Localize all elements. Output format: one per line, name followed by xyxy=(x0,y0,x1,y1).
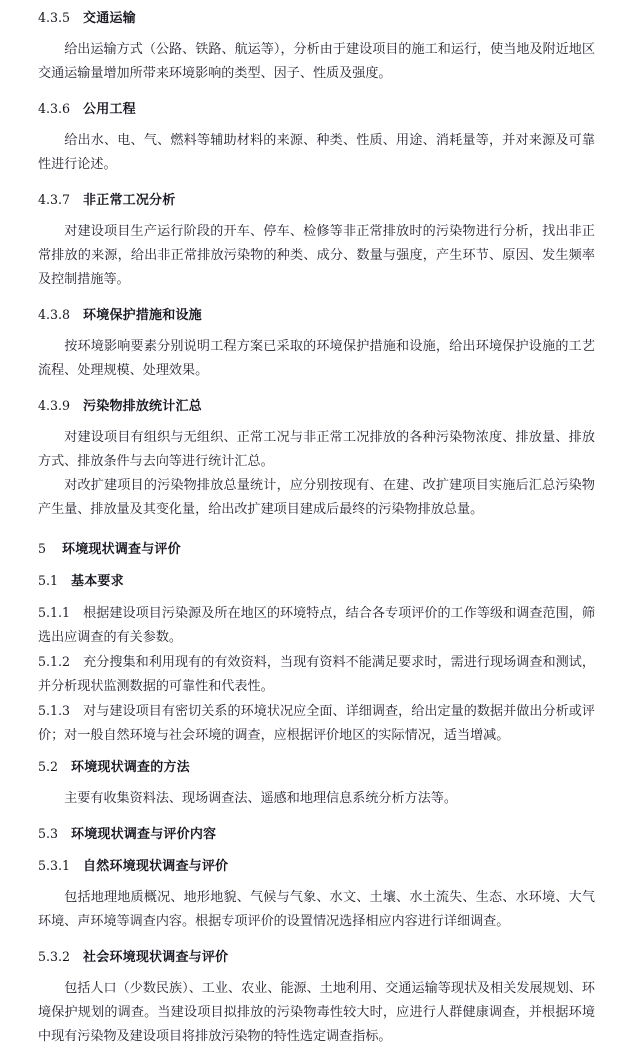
spacer xyxy=(38,970,595,977)
spacer xyxy=(38,562,595,569)
section-heading-5 xyxy=(38,537,595,562)
spacer xyxy=(38,213,595,220)
section-heading-4-3-8 xyxy=(38,303,595,328)
paragraph-4-3-6-1: 给出水、电、气、燃料等辅助材料的来源、种类、性质、用途、消耗量等，并对来源及可靠性进行论述。 xyxy=(38,133,595,172)
section-number: 5.3 xyxy=(38,826,59,841)
section-title: 社会环境现状调查与评价 xyxy=(83,950,229,965)
spacer xyxy=(38,594,595,601)
section-heading-4-3-6 xyxy=(38,97,595,122)
paragraph-5-2-1: 主要有收集资料法、现场调查法、遥感和地理信息系统分析方法等。 xyxy=(64,791,457,806)
spacer xyxy=(38,328,595,335)
section-heading-5-2 xyxy=(38,755,595,780)
clause-number: 5.1.2 xyxy=(38,654,71,669)
section-number: 5.3.1 xyxy=(38,858,71,873)
section-number: 5 xyxy=(38,541,47,556)
paragraph-4-3-8-1: 按环境影响要素分别说明工程方案已采取的环境保护措施和设施，给出环境保护设施的工艺流程、处理规模、处理效果。 xyxy=(38,339,595,378)
spacer xyxy=(38,292,595,303)
paragraph-4-3-9-2: 对改扩建项目的污染物排放总量统计，应分别按现有、在建、改扩建项目实施后汇总污染物产生量、排放量及其变化量，给出改扩建项目建成后最终的污染物排放总量。 xyxy=(38,478,595,517)
clause-number: 5.1.1 xyxy=(38,605,71,620)
section-number: 4.3.9 xyxy=(38,398,71,413)
section-number: 4.3.7 xyxy=(38,192,71,207)
clause-text: 对与建设项目有密切关系的环境状况应全面、详细调查，给出定量的数据并做出分析或评价；对一般自然环境与社会环境的调查，应根据评价地区的实际情况，适当增减。 xyxy=(38,704,595,743)
section-number: 4.3.5 xyxy=(38,10,71,25)
spacer xyxy=(38,86,595,97)
spacer xyxy=(38,748,595,755)
spacer xyxy=(38,383,595,394)
section-title: 公用工程 xyxy=(83,102,136,117)
paragraph-4-3-9-1: 对建设项目有组织与无组织、正常工况与非正常工况排放的各种污染物浓度、排放量、排放方式、排放条件与去向等进行统计汇总。 xyxy=(38,430,595,469)
spacer xyxy=(38,31,595,38)
spacer xyxy=(38,122,595,129)
spacer xyxy=(38,522,595,537)
section-heading-5-3-2 xyxy=(38,945,595,970)
section-heading-5-3 xyxy=(38,822,595,847)
paragraph-4-3-7-1: 对建设项目生产运行阶段的开车、停车、检修等非正常排放时的污染物进行分析，找出非正常排放的来源，给出非正常排放污染物的种类、成分、数量与强度，产生环节、原因、发生频率及控制措施等。 xyxy=(38,224,595,287)
section-heading-5-1 xyxy=(38,569,595,594)
spacer xyxy=(38,934,595,945)
section-title: 基本要求 xyxy=(71,574,124,589)
clause-5-1-3 xyxy=(38,699,595,748)
spacer xyxy=(38,780,595,787)
paragraph-5-3-1-1: 包括地理地质概况、地形地貌、气候与气象、水文、土壤、水土流失、生态、水环境、大气环境、声环境等调查内容。根据专项评价的设置情况选择相应内容进行详细调查。 xyxy=(38,890,595,929)
section-heading-4-3-7 xyxy=(38,188,595,213)
spacer xyxy=(38,419,595,426)
spacer xyxy=(38,811,595,822)
section-number: 5.1 xyxy=(38,573,59,588)
clause-text: 根据建设项目污染源及所在地区的环境特点，结合各专项评价的工作等级和调查范围，筛选出应调查的有关参数。 xyxy=(38,606,595,645)
section-number: 5.2 xyxy=(38,759,59,774)
section-heading-4-3-9 xyxy=(38,394,595,419)
section-number: 4.3.8 xyxy=(38,307,71,322)
spacer xyxy=(38,177,595,188)
section-title: 环境保护措施和设施 xyxy=(83,308,202,323)
spacer xyxy=(38,879,595,886)
paragraph-4-3-5-1: 给出运输方式（公路、铁路、航运等），分析由于建设项目的施工和运行，使当地及附近地区交通运输量增加所带来环境影响的类型、因子、性质及强度。 xyxy=(38,42,595,81)
section-title: 交通运输 xyxy=(83,11,136,26)
section-number: 4.3.6 xyxy=(38,101,71,116)
section-title: 环境现状调查的方法 xyxy=(71,760,190,775)
section-title: 非正常工况分析 xyxy=(83,193,176,208)
paragraph-5-3-2-1: 包括人口（少数民族）、工业、农业、能源、土地利用、交通运输等现状及相关发展规划、环境保护规划的调查。当建设项目拟排放的污染物毒性较大时，应进行人群健康调查，并根据环境中现有污染物及建设项目将排放污染物的特性选定调查指标。 xyxy=(38,981,595,1044)
section-heading-5-3-1 xyxy=(38,854,595,879)
section-title: 环境现状调查与评价 xyxy=(62,542,181,557)
clause-5-1-2 xyxy=(38,650,595,699)
section-number: 5.3.2 xyxy=(38,949,71,964)
clause-5-1-1 xyxy=(38,601,595,650)
spacer xyxy=(38,847,595,854)
section-heading-4-3-5 xyxy=(38,6,595,31)
section-title: 环境现状调查与评价内容 xyxy=(71,827,217,842)
clause-number: 5.1.3 xyxy=(38,703,71,718)
section-title: 污染物排放统计汇总 xyxy=(83,399,202,414)
section-title: 自然环境现状调查与评价 xyxy=(83,859,229,874)
clause-text: 充分搜集和利用现有的有效资料，当现有资料不能满足要求时，需进行现场调查和测试，并分析现状监测数据的可靠性和代表性。 xyxy=(38,655,595,694)
